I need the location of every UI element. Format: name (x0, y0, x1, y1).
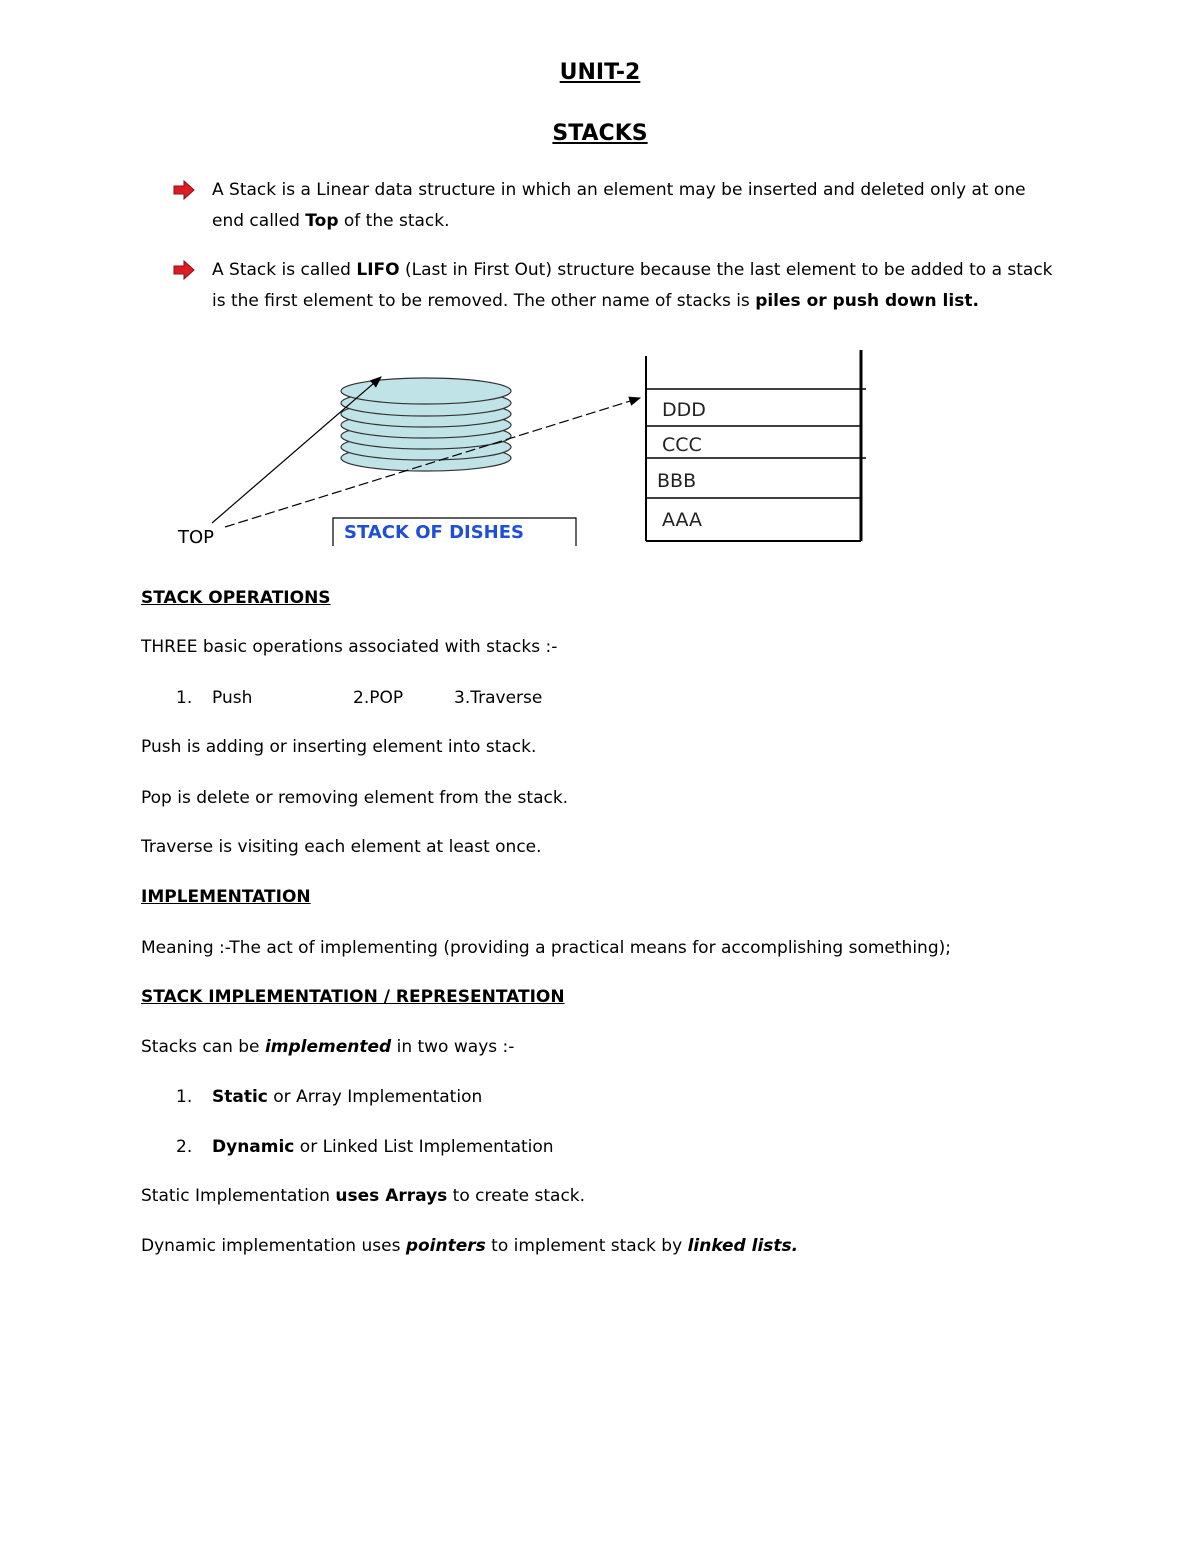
static-line-a: Static Implementation (141, 1186, 336, 1206)
op-pop: 2.POP (353, 688, 404, 708)
lifo-term: LIFO (356, 260, 400, 280)
dynamic-line-b: to implement stack by (485, 1236, 688, 1256)
dynamic-term: Dynamic (212, 1137, 295, 1157)
stack-cell-ccc: CCC (662, 434, 702, 456)
bullet-1-text-a: A Stack is a Linear data structure in which an element may be inserted and deleted only at one (212, 180, 1026, 200)
topic-title: STACKS (552, 121, 648, 146)
unit-title: UNIT-2 (559, 60, 641, 85)
pop-description: Pop is delete or removing element from the stack. (141, 788, 569, 808)
bullet-2-text-c: is the first element to be removed. The other name of stacks is (212, 291, 756, 311)
uses-arrays-term: uses Arrays (335, 1186, 448, 1206)
top-label: TOP (178, 527, 215, 548)
dishes-caption: STACK OF DISHES (344, 522, 524, 543)
stack-cell-bbb: BBB (657, 470, 697, 492)
op-push: Push (212, 688, 253, 708)
linked-lists-term: linked lists. (687, 1236, 799, 1256)
implemented-term: implemented (264, 1037, 392, 1057)
piles-term: piles or push down list. (755, 291, 979, 311)
bullet-2-text-b: (Last in First Out) structure because the last element to be added to a stack (399, 260, 1053, 280)
bullet-2-text-a: A Stack is called (212, 260, 357, 280)
static-implementation-line (141, 1186, 585, 1206)
stack-diagram (0, 0, 1200, 560)
op-list-number: 1. (176, 688, 193, 708)
representation-intro (141, 1037, 514, 1057)
rep-intro-b: in two ways :- (391, 1037, 515, 1057)
static-term: Static (212, 1087, 268, 1107)
top-term: Top (305, 211, 339, 231)
bullet-1-text-c: of the stack. (338, 211, 450, 231)
traverse-description: Traverse is visiting each element at least once. (141, 837, 542, 857)
list-item-2 (212, 1137, 554, 1157)
representation-heading: STACK IMPLEMENTATION / REPRESENTATION (141, 987, 565, 1007)
dishes-icon (341, 378, 511, 471)
list-item-1-rest: or Array Implementation (267, 1087, 483, 1107)
implementation-meaning: Meaning :-The act of implementing (providing a practical means for accomplishing something); (141, 938, 951, 958)
rep-intro-a: Stacks can be (141, 1037, 265, 1057)
list-item-2-rest: or Linked List Implementation (294, 1137, 554, 1157)
stack-operations-heading: STACK OPERATIONS (141, 588, 331, 608)
pointers-term: pointers (405, 1236, 486, 1256)
implementation-heading: IMPLEMENTATION (141, 887, 311, 907)
list-item-1-number: 1. (176, 1087, 193, 1107)
list-item-2-number: 2. (176, 1137, 193, 1157)
dynamic-implementation-line (141, 1236, 798, 1256)
op-traverse: 3.Traverse (454, 688, 543, 708)
dynamic-line-a: Dynamic implementation uses (141, 1236, 406, 1256)
list-item-1 (212, 1087, 482, 1107)
operations-intro: THREE basic operations associated with stacks :- (141, 637, 558, 657)
stack-cell-aaa: AAA (662, 509, 703, 531)
static-line-b: to create stack. (447, 1186, 586, 1206)
bullet-1-text-b: end called (212, 211, 306, 231)
push-description: Push is adding or inserting element into stack. (141, 737, 537, 757)
stack-cell-ddd: DDD (662, 399, 706, 421)
